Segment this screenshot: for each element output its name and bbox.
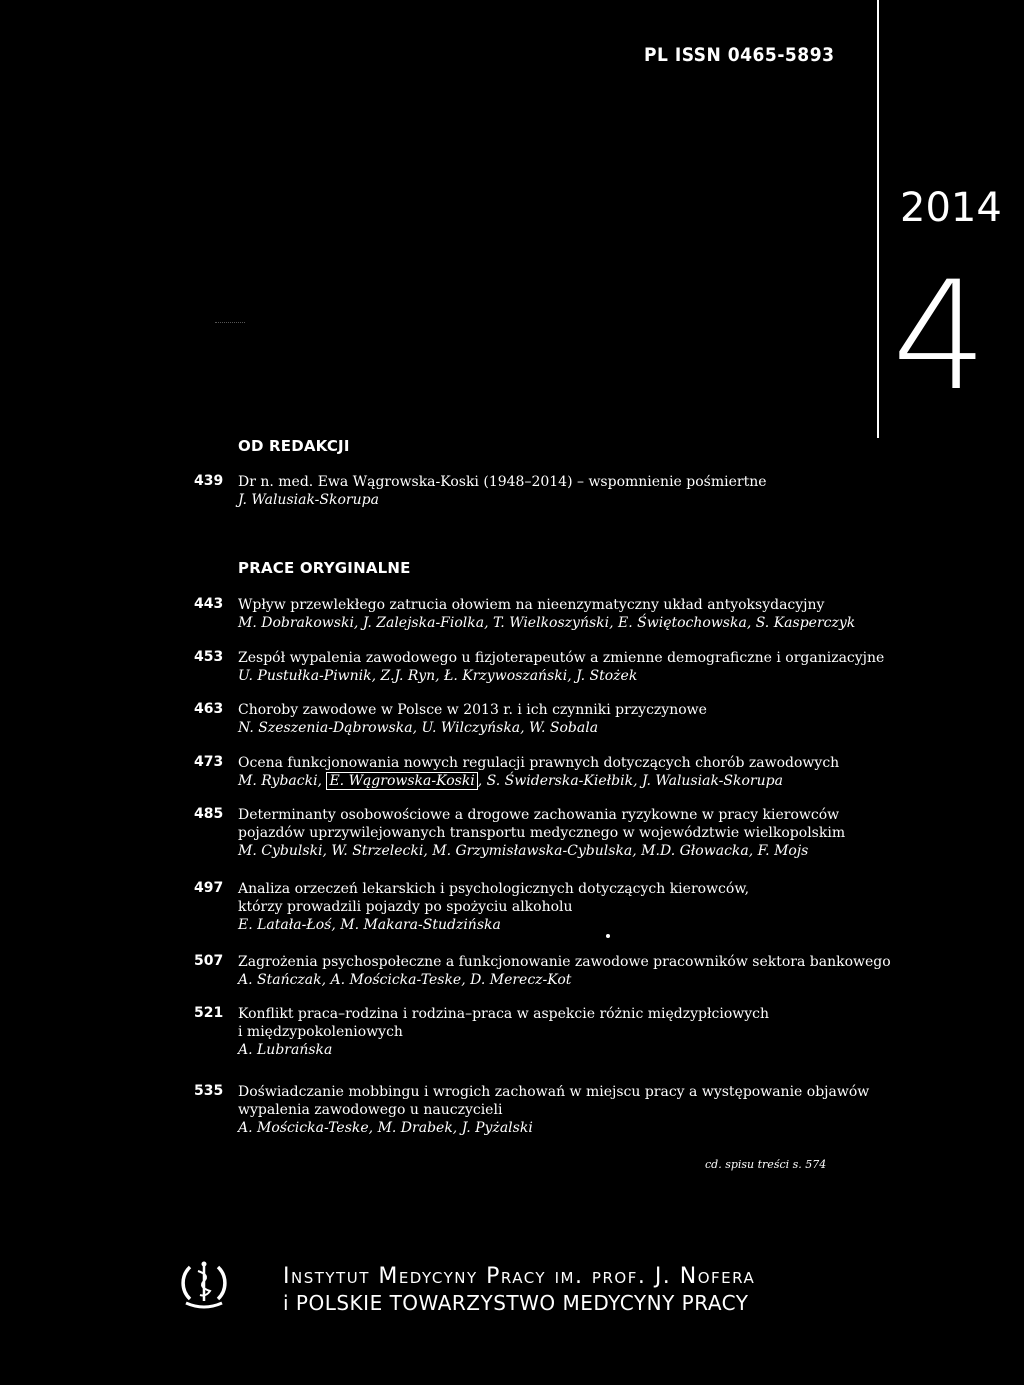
entry-title: Determinanty osobowościowe a drogowe zachowania ryzykowne w pracy kierowców <box>238 807 840 823</box>
entry-title: Doświadczanie mobbingu i wrogich zachowań w miejscu pracy a występowanie objawów <box>238 1084 870 1100</box>
entry-authors: E. Latała-Łoś, M. Makara-Studzińska <box>238 917 501 933</box>
page-number: 521 <box>194 1005 224 1021</box>
year: 2014 <box>900 185 1002 231</box>
page-number: 497 <box>194 880 224 896</box>
page-number: 443 <box>194 596 224 612</box>
entry-title: Ocena funkcjonowania nowych regulacji prawnych dotyczących chorób zawodowych <box>238 755 840 771</box>
dot-mark <box>606 934 610 938</box>
vertical-rule <box>877 0 879 438</box>
section-title-od-redakcji: OD REDAKCJI <box>238 437 350 455</box>
entry-title: Wpływ przewlekłego zatrucia ołowiem na nieenzymatyczny układ antyoksydacyjny <box>238 597 825 613</box>
issue-number: 4 <box>892 250 988 424</box>
entry-title: Dr n. med. Ewa Wągrowska-Koski (1948–2014) – wspomnienie pośmiertne <box>238 474 767 490</box>
page-number: 473 <box>194 754 224 770</box>
entry-title: Choroby zawodowe w Polsce w 2013 r. i ich czynniki przyczynowe <box>238 702 707 718</box>
page-number: 485 <box>194 806 224 822</box>
boxed-author: E. Wągrowska-Koski <box>326 772 477 790</box>
entry-title-line-2: pojazdów uprzywilejowanych transportu medycznego w województwie wielkopolskim <box>238 825 846 841</box>
section-title-prace-oryginalne: PRACE ORYGINALNE <box>238 559 411 577</box>
authors-pre: M. Rybacki, <box>238 773 322 789</box>
authors-post: , S. Świderska-Kiełbik, J. Walusiak-Skorupa <box>477 773 783 789</box>
entry-title: Zagrożenia psychospołeczne a funkcjonowanie zawodowe pracowników sektora bankowego <box>238 954 891 970</box>
page-number: 507 <box>194 953 224 969</box>
page-number: 463 <box>194 701 224 717</box>
entry-authors: J. Walusiak-Skorupa <box>238 492 379 508</box>
entry-authors: A. Lubrańska <box>238 1042 333 1058</box>
entry-authors <box>238 772 839 790</box>
page-number: 535 <box>194 1083 224 1099</box>
page-number: 439 <box>194 473 224 489</box>
entry-title-line-2: którzy prowadzili pojazdy po spożyciu alkoholu <box>238 899 573 915</box>
publisher-name: Instytut Medycyny Pracy im. prof. J. Nofera <box>283 1264 756 1289</box>
continued-note: cd. spisu treści s. 574 <box>705 1158 827 1171</box>
publisher-line-2: i POLSKIE TOWARZYSTWO MEDYCYNY PRACY <box>283 1291 749 1315</box>
entry-authors: A. Stańczak, A. Mościcka-Teske, D. Merecz-Kot <box>238 972 572 988</box>
entry-title: Zespół wypalenia zawodowego u fizjoterapeutów a zmienne demograficzne i organizacyjne <box>238 650 885 666</box>
entry-title-line-2: wypalenia zawodowego u nauczycieli <box>238 1102 503 1118</box>
entry-title: Analiza orzeczeń lekarskich i psychologicznych dotyczących kierowców, <box>238 881 750 897</box>
faint-mark <box>215 322 245 325</box>
entry-authors: A. Mościcka-Teske, M. Drabek, J. Pyżalski <box>238 1120 533 1136</box>
issn: PL ISSN 0465-5893 <box>644 44 835 66</box>
page-number: 453 <box>194 649 224 665</box>
entry-title: Konflikt praca–rodzina i rodzina–praca w aspekcie różnic międzypłciowych <box>238 1006 770 1022</box>
entry-authors: M. Dobrakowski, J. Zalejska-Fiolka, T. Wielkoszyński, E. Świętochowska, S. Kasperczyk <box>238 615 856 631</box>
entry-title-line-2: i międzypokoleniowych <box>238 1024 403 1040</box>
publisher-line-1 <box>283 1264 755 1289</box>
entry-authors: U. Pustułka-Piwnik, Z.J. Ryn, Ł. Krzywoszański, J. Stożek <box>238 668 638 684</box>
caduceus-circle-icon <box>176 1255 232 1311</box>
entry-authors: M. Cybulski, W. Strzelecki, M. Grzymisławska-Cybulska, M.D. Głowacka, F. Mojs <box>238 843 809 859</box>
entry-authors: N. Szeszenia-Dąbrowska, U. Wilczyńska, W. Sobala <box>238 720 599 736</box>
